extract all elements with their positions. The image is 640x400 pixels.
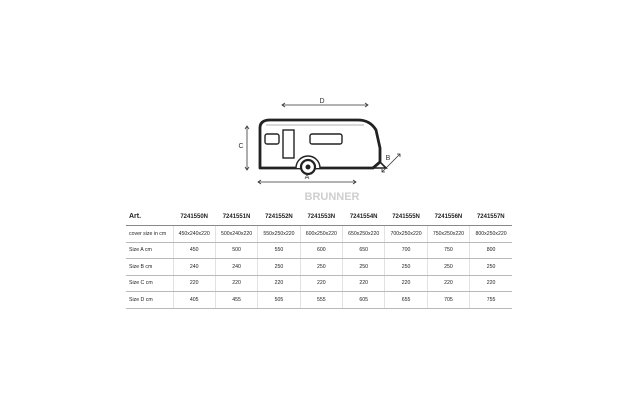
table-cell: 220 bbox=[470, 275, 512, 292]
table-cell: 450x240x220 bbox=[173, 226, 215, 243]
table-cell: 705 bbox=[427, 292, 469, 309]
table-cell: 650 bbox=[343, 242, 385, 259]
column-header: 7241552N bbox=[258, 208, 300, 226]
row-label: Size C cm bbox=[126, 275, 173, 292]
table-cell: 655 bbox=[385, 292, 427, 309]
table-cell: 220 bbox=[173, 275, 215, 292]
dimension-a-label: A bbox=[304, 174, 310, 181]
column-header: 7241554N bbox=[343, 208, 385, 226]
table-cell: 755 bbox=[470, 292, 512, 309]
column-header: 7241556N bbox=[427, 208, 469, 226]
size-spec-table bbox=[126, 208, 512, 309]
row-label: Size A cm bbox=[126, 242, 173, 259]
dimension-c-label: C bbox=[238, 143, 244, 150]
table-cell: 550 bbox=[258, 242, 300, 259]
table-cell: 600 bbox=[300, 242, 342, 259]
table-cell: 220 bbox=[343, 275, 385, 292]
table-cell: 220 bbox=[215, 275, 257, 292]
table-cell: 555 bbox=[300, 292, 342, 309]
column-header: 7241551N bbox=[215, 208, 257, 226]
table-cell: 450 bbox=[173, 242, 215, 259]
table-row bbox=[126, 259, 512, 276]
header-art-label: Art. bbox=[126, 208, 173, 226]
caravan-front-window bbox=[265, 134, 279, 144]
table-row bbox=[126, 242, 512, 259]
table-cell: 700x250x220 bbox=[385, 226, 427, 243]
table-cell: 800 bbox=[470, 242, 512, 259]
table-cell: 240 bbox=[215, 259, 257, 276]
caravan-dimension-diagram bbox=[230, 92, 410, 203]
table-cell: 750x250x220 bbox=[427, 226, 469, 243]
table-cell: 500x240x220 bbox=[215, 226, 257, 243]
table-cell: 220 bbox=[300, 275, 342, 292]
brunner-watermark: BRUNNER bbox=[304, 191, 360, 203]
table-row bbox=[126, 275, 512, 292]
table-row bbox=[126, 292, 512, 309]
table-cell: 405 bbox=[173, 292, 215, 309]
table-cell: 250 bbox=[258, 259, 300, 276]
table-cell: 250 bbox=[300, 259, 342, 276]
caravan-door bbox=[283, 130, 294, 158]
table-row bbox=[126, 226, 512, 243]
table-cell: 240 bbox=[173, 259, 215, 276]
table-header-row bbox=[126, 208, 512, 226]
table-cell: 220 bbox=[385, 275, 427, 292]
row-label: Size D cm bbox=[126, 292, 173, 309]
table-cell: 220 bbox=[427, 275, 469, 292]
table-cell: 700 bbox=[385, 242, 427, 259]
table-cell: 250 bbox=[470, 259, 512, 276]
dimension-d-label: D bbox=[319, 98, 325, 105]
column-header: 7241550N bbox=[173, 208, 215, 226]
table-cell: 600x250x220 bbox=[300, 226, 342, 243]
table-cell: 250 bbox=[385, 259, 427, 276]
table-cell: 800x250x220 bbox=[470, 226, 512, 243]
table-cell: 500 bbox=[215, 242, 257, 259]
caravan-outline-icon bbox=[230, 92, 410, 203]
column-header: 7241555N bbox=[385, 208, 427, 226]
column-header: 7241557N bbox=[470, 208, 512, 226]
caravan-side-window bbox=[310, 134, 342, 144]
table-cell: 650x250x220 bbox=[343, 226, 385, 243]
row-label: cover size in cm bbox=[126, 226, 173, 243]
row-label: Size B cm bbox=[126, 259, 173, 276]
column-header: 7241553N bbox=[300, 208, 342, 226]
table-cell: 505 bbox=[258, 292, 300, 309]
table-cell: 220 bbox=[258, 275, 300, 292]
table-cell: 550x250x220 bbox=[258, 226, 300, 243]
table-cell: 455 bbox=[215, 292, 257, 309]
dimension-b-label: B bbox=[385, 155, 391, 162]
table-cell: 250 bbox=[343, 259, 385, 276]
table-cell: 250 bbox=[427, 259, 469, 276]
table-cell: 605 bbox=[343, 292, 385, 309]
table-cell: 750 bbox=[427, 242, 469, 259]
